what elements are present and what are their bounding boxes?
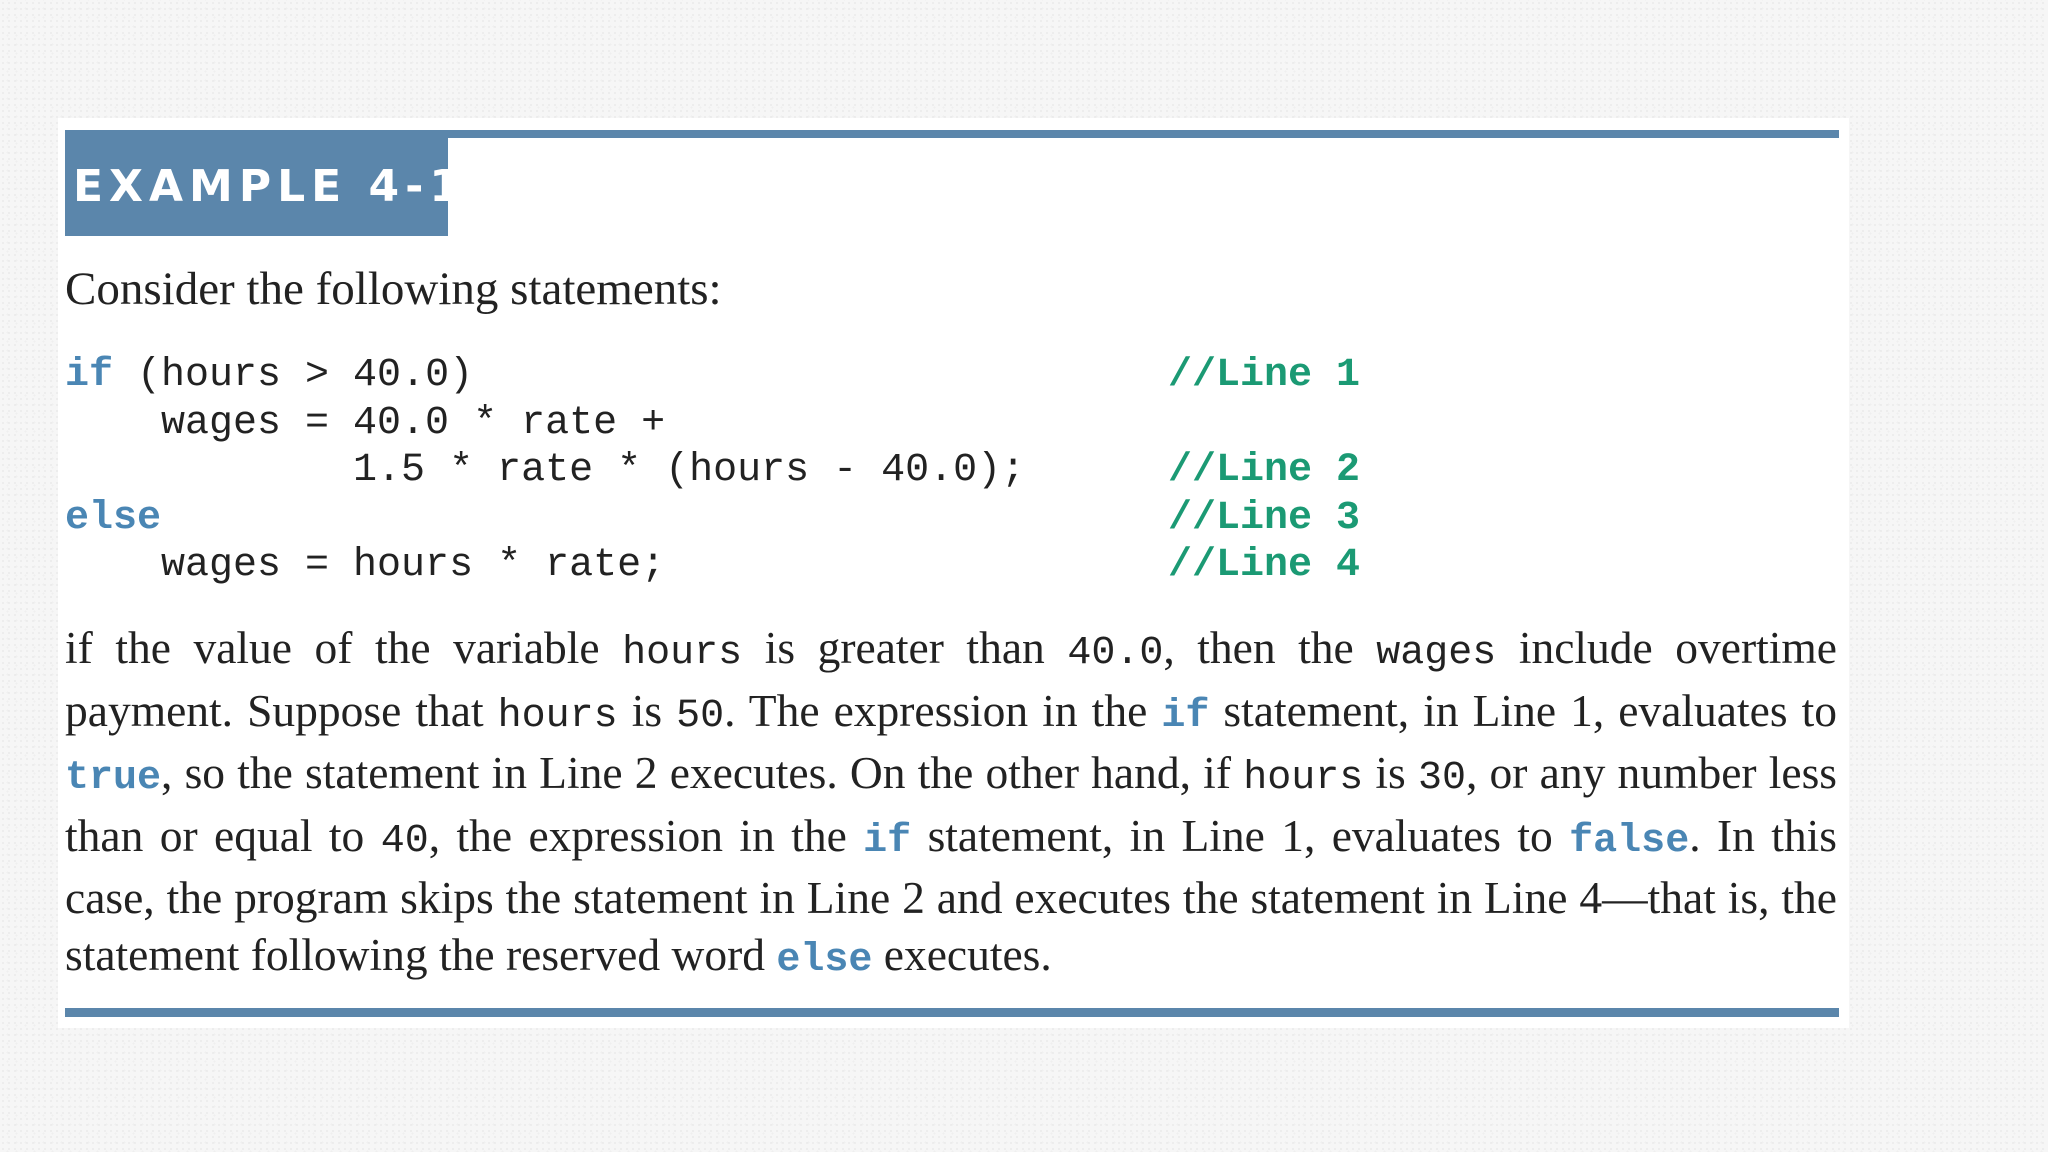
code-content: 1.5 * rate * (hours - 40.0); [65,448,1026,493]
inline-keyword: true [65,756,162,801]
code-line-text [65,495,161,543]
code-comment: //Line 2 [1168,448,1361,493]
bottom-divider [65,1008,1839,1017]
code-line [65,400,1465,448]
inline-code: 30 [1417,756,1466,801]
inline-code: hours [622,631,743,676]
explanation-paragraph [65,620,1837,989]
intro-text: Consider the following statements: [65,263,722,315]
inline-keyword: false [1569,818,1690,864]
paragraph-text: is [617,684,677,736]
paragraph-text: , so the statement in Line 2 executes. On the other hand, if [161,747,1244,798]
inline-code: 50 [676,693,725,739]
code-line-text [65,400,665,448]
code-content: wages = hours * rate; [65,543,666,588]
inline-keyword: if [1161,693,1210,739]
paragraph-text: , or any number less than or equal to [65,747,1837,861]
paragraph-text: if the value of the variable [65,622,623,673]
inline-code: 40.0 [1067,631,1164,676]
paragraph-text: statement, in Line 1, evaluates to [1209,684,1837,736]
paragraph-text: is greater than [742,622,1068,673]
paragraph-text: statement, in Line 1, evaluates to [911,809,1570,861]
inline-keyword: else [776,937,873,983]
code-line-text [65,352,473,400]
code-keyword: else [65,495,162,541]
code-comment: //Line 3 [1168,495,1361,541]
paragraph-text: , the expression in the [428,809,864,861]
paragraph-text: . In this case, the program skips the statement in Line 2 and executes the statement in Line 4—that is, the statement following the reserved word [65,809,1837,980]
code-comment: //Line 4 [1168,543,1361,588]
inline-keyword: if [863,818,912,864]
code-line [65,495,1465,543]
code-line [65,352,1465,400]
code-content: (hours > 40.0) [113,353,474,398]
code-line [65,447,1465,495]
code-comment: //Line 1 [1168,353,1361,398]
paragraph-text: include overtime payment. Suppose that [65,622,1837,736]
code-block [65,352,1465,590]
inline-code: 40 [380,818,429,864]
example-label: EXAMPLE 4-13 [65,137,448,236]
code-line-text [65,542,665,590]
paragraph-text: is [1363,747,1418,798]
paragraph-text: , then the [1163,622,1377,673]
inline-code: hours [1243,756,1364,801]
code-line-text [65,447,1025,495]
code-line [65,542,1465,590]
code-content: wages = 40.0 * rate + [65,400,666,446]
inline-code: hours [497,693,618,739]
paragraph-text: . The expression in the [724,684,1162,736]
inline-code: wages [1376,631,1497,676]
code-keyword: if [65,353,114,398]
paragraph-text: executes. [872,928,1052,980]
